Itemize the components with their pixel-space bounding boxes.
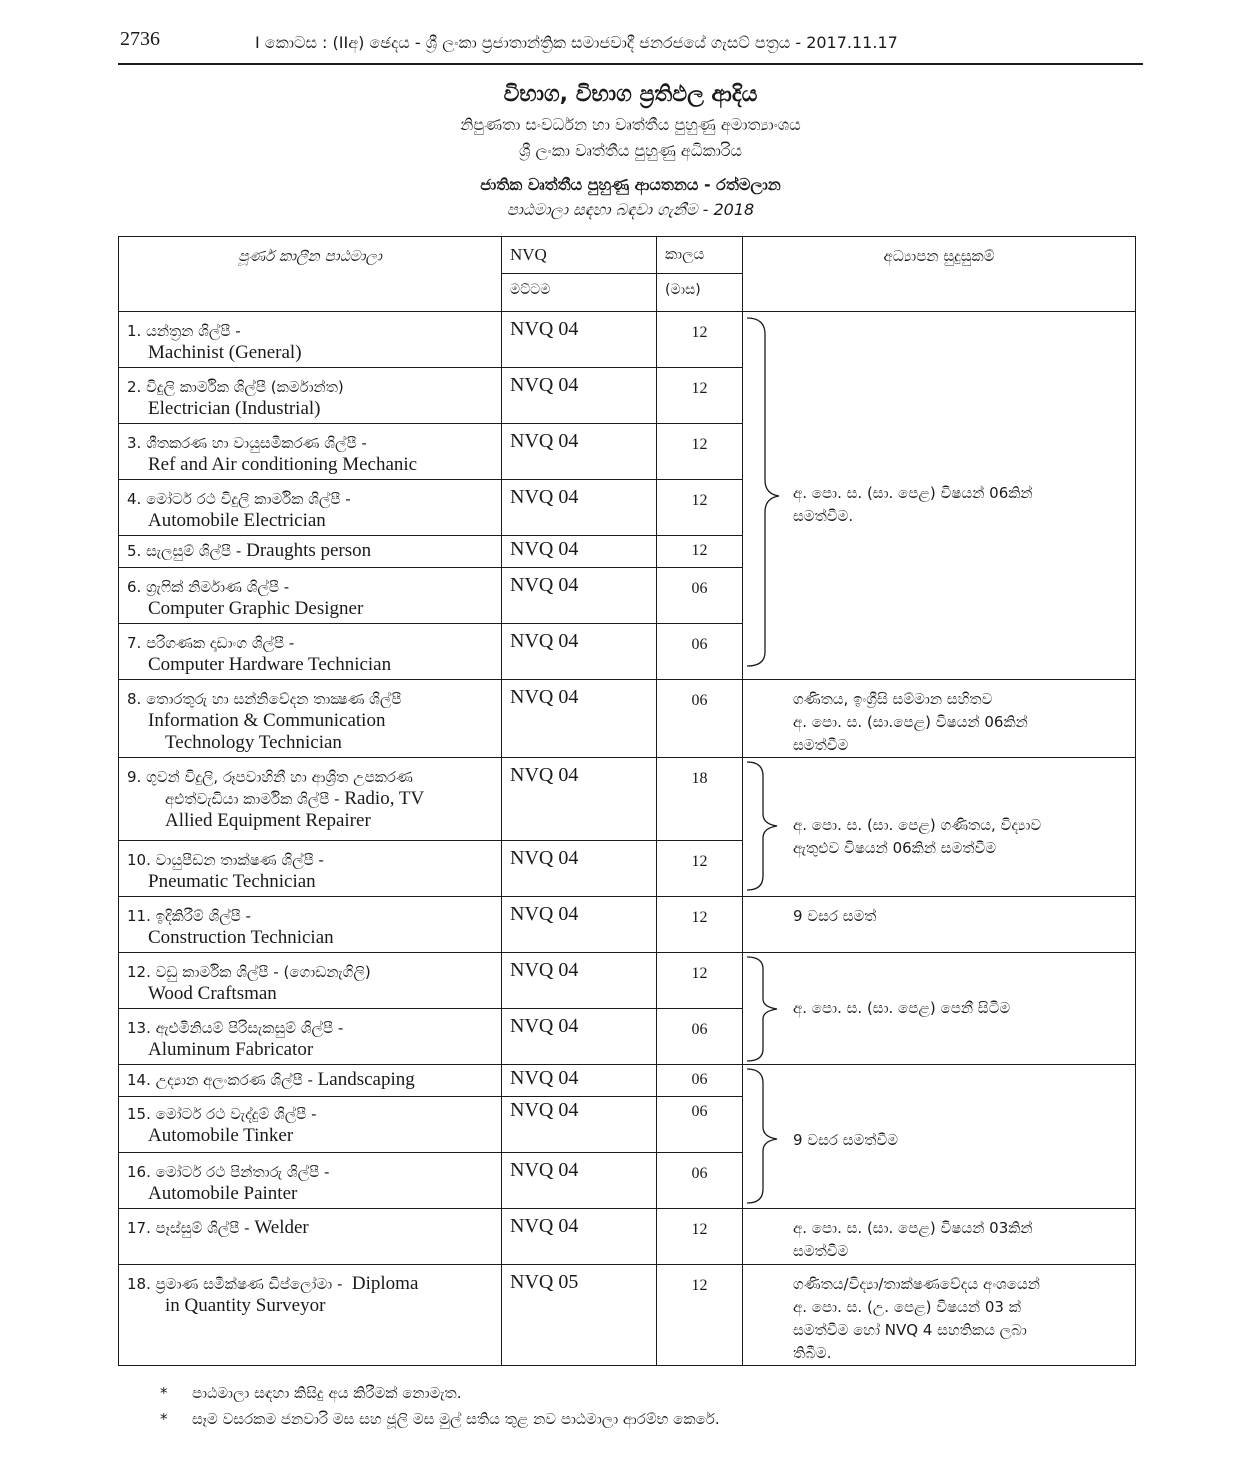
course-name-en: Radio, TV bbox=[344, 788, 425, 809]
requirement-line: අ. පො. ස. (සා. පෙළ) පෙනී සිටීම bbox=[793, 999, 1011, 1017]
requirement-cell-row8 bbox=[743, 680, 1136, 758]
course-name-si: 15. මෝටර් රථ වැද්දුම් ශිල්පී - bbox=[127, 1105, 317, 1123]
nvq-level: NVQ 04 bbox=[502, 1209, 657, 1265]
course-cell bbox=[119, 624, 502, 680]
header-course: පූර්ණ කාලීන පාඨමාලා bbox=[119, 237, 502, 312]
requirement-line: අ. පො. ස. (සා. පෙළ) විෂයන් 06කින් bbox=[793, 484, 1033, 502]
requirement-cell-group3 bbox=[743, 953, 1136, 1065]
course-name-en: Electrician (Industrial) bbox=[148, 398, 321, 419]
nvq-level: NVQ 04 bbox=[502, 1097, 657, 1153]
course-cell bbox=[119, 312, 502, 368]
title-block bbox=[118, 78, 1143, 222]
requirement-line: සමත්වීම. bbox=[793, 507, 854, 525]
requirement-cell-group1 bbox=[743, 312, 1136, 680]
course-name-en: Automobile Electrician bbox=[148, 510, 326, 531]
table-row bbox=[119, 897, 1136, 953]
course-name-en: Machinist (General) bbox=[148, 342, 302, 363]
requirement-cell-row17 bbox=[743, 1209, 1136, 1265]
course-name-en: Diploma bbox=[351, 1273, 419, 1294]
nvq-level: NVQ 04 bbox=[502, 624, 657, 680]
course-name-si: 16. මෝටර් රථ පින්තාරු ශිල්පී - bbox=[127, 1163, 330, 1181]
course-name-si: 7. පරිගණක දෘඩාංග ශිල්පී - bbox=[127, 634, 295, 652]
table-row bbox=[119, 758, 1136, 841]
course-name-si: 8. තොරතුරු හා සන්නිවේදන තාක්‍ෂණ ශිල්පී bbox=[127, 690, 402, 708]
course-cell bbox=[119, 1009, 502, 1065]
requirement-line: ගණිතය/විද්‍යා/තාක්ෂණවේදය අංශයෙන් bbox=[793, 1275, 1040, 1293]
duration-months: 12 bbox=[657, 536, 743, 568]
nvq-level: NVQ 04 bbox=[502, 841, 657, 897]
duration-months: 06 bbox=[657, 1009, 743, 1065]
duration-months: 12 bbox=[657, 1265, 743, 1366]
course-name-si: 4. මෝටර් රථ විදුලි කාර්මික ශිල්පී - bbox=[127, 490, 351, 508]
header-level bbox=[502, 237, 657, 312]
duration-months: 12 bbox=[657, 480, 743, 536]
course-name-en-line2: in Quantity Surveyor bbox=[165, 1295, 326, 1316]
duration-months: 12 bbox=[657, 312, 743, 368]
course-name-si: 2. විදුලි කාර්මික ශිල්පී (කර්මාන්ත) bbox=[127, 378, 344, 396]
table-row bbox=[119, 1265, 1136, 1366]
nvq-level: NVQ 04 bbox=[502, 312, 657, 368]
nvq-level: NVQ 05 bbox=[502, 1265, 657, 1366]
course-name-si: 11. ඉදිකිරීම් ශිල්පී - bbox=[127, 907, 251, 925]
course-name-si: 5. සැලසුම් ශිල්පී - bbox=[127, 542, 242, 560]
duration-months: 06 bbox=[657, 624, 743, 680]
requirement-cell-row11 bbox=[743, 897, 1136, 953]
duration-months: 12 bbox=[657, 897, 743, 953]
nvq-level: NVQ 04 bbox=[502, 897, 657, 953]
brace-icon bbox=[743, 1065, 783, 1207]
requirement-line: තිබීම. bbox=[793, 1344, 832, 1362]
courses-table bbox=[118, 236, 1136, 1366]
requirement-line: අ. පො. ස. (සා. පෙළ) විෂයන් 03කින් bbox=[793, 1219, 1033, 1237]
duration-months: 06 bbox=[657, 1153, 743, 1209]
duration-months: 12 bbox=[657, 424, 743, 480]
course-name-en: Computer Hardware Technician bbox=[148, 654, 392, 675]
course-name-en: Welder bbox=[254, 1217, 309, 1238]
running-head: I කොටස : (IIඅ) ඡෙදය - ශ්‍රී ලංකා ප්‍රජාතාන්ත්‍රික සමාජවාදී ජනරජයේ ගැසට් පත්‍රය - 2017.11.17 bbox=[255, 33, 898, 52]
brace-icon bbox=[743, 758, 783, 896]
course-cell bbox=[119, 568, 502, 624]
course-name-en: Aluminum Fabricator bbox=[148, 1039, 314, 1060]
brace-icon bbox=[743, 312, 783, 668]
course-name-si: 6. ග්‍රැෆික් නිර්මාණ ශිල්පී - bbox=[127, 578, 290, 596]
header-level-line1: NVQ bbox=[510, 245, 547, 264]
requirement-line: ගණිතය, ඉංග්‍රීසි සම්මාන සහිතව bbox=[793, 690, 993, 708]
table-row bbox=[119, 680, 1136, 758]
duration-months: 06 bbox=[657, 680, 743, 758]
header-duration bbox=[657, 237, 743, 312]
course-name-en-line2: Allied Equipment Repairer bbox=[165, 810, 371, 831]
header-level-line2: මට්ටම bbox=[502, 273, 656, 298]
duration-months: 12 bbox=[657, 953, 743, 1009]
course-name-en: Wood Craftsman bbox=[148, 983, 277, 1004]
course-cell bbox=[119, 758, 502, 841]
notice-subtitle: පාඨමාලා සඳහා බඳවා ගැනීම - 2018 bbox=[506, 200, 755, 219]
ministry-name: නිපුණතා සංවර්ධන හා වෘත්තීය පුහුණු අමාත්‍යාංශය bbox=[460, 115, 801, 134]
header-rule bbox=[118, 63, 1143, 65]
course-name-si: 1. යන්ත්‍රන ශිල්පී - bbox=[127, 322, 241, 340]
course-name-si-line2: අළුත්වැඩියා කාර්මික ශිල්පී - bbox=[165, 790, 340, 808]
course-cell bbox=[119, 680, 502, 758]
requirement-line: සමත්වීම bbox=[793, 736, 849, 754]
duration-months: 06 bbox=[657, 1065, 743, 1097]
course-name-en: Landscaping bbox=[317, 1069, 415, 1090]
requirement-cell-group2 bbox=[743, 758, 1136, 897]
requirement-line: සමත්වීම හෝ NVQ 4 සහතිකය ලබා bbox=[793, 1321, 1027, 1339]
course-cell bbox=[119, 368, 502, 424]
course-cell bbox=[119, 480, 502, 536]
course-cell bbox=[119, 953, 502, 1009]
notes bbox=[160, 1380, 720, 1432]
course-cell bbox=[119, 1097, 502, 1153]
duration-months: 18 bbox=[657, 758, 743, 841]
header-duration-line2: (මාස) bbox=[657, 273, 742, 298]
page-number: 2736 bbox=[120, 28, 160, 50]
requirement-line: අ. පො. ස. (උ. පෙළ) විෂයන් 03 ක් bbox=[793, 1298, 1021, 1316]
nvq-level: NVQ 04 bbox=[502, 480, 657, 536]
course-name-en: Computer Graphic Designer bbox=[148, 598, 364, 619]
course-cell bbox=[119, 1153, 502, 1209]
course-name-si: 17. පෑස්සුම් ශිල්පී - bbox=[127, 1219, 250, 1237]
course-cell bbox=[119, 1265, 502, 1366]
duration-months: 12 bbox=[657, 368, 743, 424]
section-title: විභාග, විභාග ප්‍රතිඵල ආදිය bbox=[503, 82, 758, 107]
course-name-en: Information & Communication bbox=[148, 710, 386, 731]
nvq-level: NVQ 04 bbox=[502, 424, 657, 480]
nvq-level: NVQ 04 bbox=[502, 1153, 657, 1209]
requirement-cell-group4 bbox=[743, 1065, 1136, 1209]
course-name-en: Ref and Air conditioning Mechanic bbox=[148, 454, 418, 475]
header-duration-line1: කාලය bbox=[665, 245, 705, 263]
header-requirement: අධ්‍යාපන සුදුසුකම් bbox=[743, 237, 1136, 312]
nvq-level: NVQ 04 bbox=[502, 680, 657, 758]
table-header-row bbox=[119, 237, 1136, 312]
note-text: පාඨමාලා සඳහා කිසිදු අය කිරීමක් නොමැත. bbox=[192, 1384, 462, 1402]
nvq-level: NVQ 04 bbox=[502, 758, 657, 841]
course-name-si: 10. වායුපීඩන තාක්ෂණ ශිල්පී - bbox=[127, 851, 324, 869]
duration-months: 12 bbox=[657, 841, 743, 897]
course-cell bbox=[119, 424, 502, 480]
course-name-en: Construction Technician bbox=[148, 927, 334, 948]
table-row bbox=[119, 312, 1136, 368]
course-cell bbox=[119, 897, 502, 953]
course-name-si: 14. උද්‍යාන අලංකරණ ශිල්පී - bbox=[127, 1071, 313, 1089]
course-name-si: 13. ඇළුමිනියම් පිරිසැකසුම් ශිල්පී - bbox=[127, 1019, 344, 1037]
course-name-en: Automobile Tinker bbox=[148, 1125, 294, 1146]
requirement-line: 9 වසර සමත්වීම bbox=[793, 1131, 899, 1149]
requirement-line: සමත්වීම bbox=[793, 1242, 849, 1260]
note-item bbox=[160, 1406, 720, 1432]
requirement-line: 9 වසර සමත් bbox=[793, 907, 877, 925]
note-item bbox=[160, 1380, 720, 1406]
institute-name: ජාතික වෘත්තීය පුහුණු ආයතනය - රත්මලාන bbox=[480, 175, 781, 194]
course-name-si: 3. ශීතකරණ හා වායුසමීකරණ ශිල්පී - bbox=[127, 434, 367, 452]
nvq-level: NVQ 04 bbox=[502, 536, 657, 568]
table-row bbox=[119, 953, 1136, 1009]
course-name-en-line2: Technology Technician bbox=[165, 732, 342, 753]
asterisk-icon: * bbox=[160, 1384, 168, 1402]
brace-icon bbox=[743, 953, 783, 1063]
authority-name: ශ්‍රී ලංකා වෘත්තීය පුහුණු අධිකාරිය bbox=[518, 141, 743, 160]
table-row bbox=[119, 1209, 1136, 1265]
duration-months: 06 bbox=[657, 568, 743, 624]
course-cell bbox=[119, 1065, 502, 1097]
note-text: සෑම වසරකම ජනවාරි මස සහ ජූලි මස මුල් සතිය තුළ නව පාඨමාලා ආරම්භ කෙරේ. bbox=[192, 1410, 720, 1428]
duration-months: 06 bbox=[657, 1097, 743, 1153]
duration-months: 12 bbox=[657, 1209, 743, 1265]
course-name-en: Pneumatic Technician bbox=[148, 871, 316, 892]
course-name-si: 18. ප්‍රමාණ සමීක්ෂණ ඩිප්ලෝමා - bbox=[127, 1275, 343, 1293]
requirement-cell-row18 bbox=[743, 1265, 1136, 1366]
course-cell bbox=[119, 841, 502, 897]
course-cell bbox=[119, 1209, 502, 1265]
nvq-level: NVQ 04 bbox=[502, 953, 657, 1009]
course-name-en: Automobile Painter bbox=[148, 1183, 298, 1204]
requirement-line: අ. පො. ස. (සා. පෙළ) ගණිතය, විද්‍යාව bbox=[793, 816, 1042, 834]
course-name-si: 12. වඩු කාර්මික ශිල්පී - (ගොඩනැගිලි) bbox=[127, 963, 371, 981]
nvq-level: NVQ 04 bbox=[502, 568, 657, 624]
course-name-si: 9. ගුවන් විදුලි, රූපවාහිනී හා ආශ්‍රිත උපකරණ bbox=[127, 768, 413, 786]
asterisk-icon: * bbox=[160, 1410, 168, 1428]
nvq-level: NVQ 04 bbox=[502, 1065, 657, 1097]
table-row bbox=[119, 1065, 1136, 1097]
nvq-level: NVQ 04 bbox=[502, 1009, 657, 1065]
course-name-en: Draughts person bbox=[246, 540, 372, 561]
requirement-line: අ. පො. ස. (සා.පෙළ) විෂයන් 06කින් bbox=[793, 713, 1028, 731]
nvq-level: NVQ 04 bbox=[502, 368, 657, 424]
course-cell bbox=[119, 536, 502, 568]
requirement-line: ඇතුළුව විෂයන් 06කින් සමත්වීම bbox=[793, 839, 997, 857]
